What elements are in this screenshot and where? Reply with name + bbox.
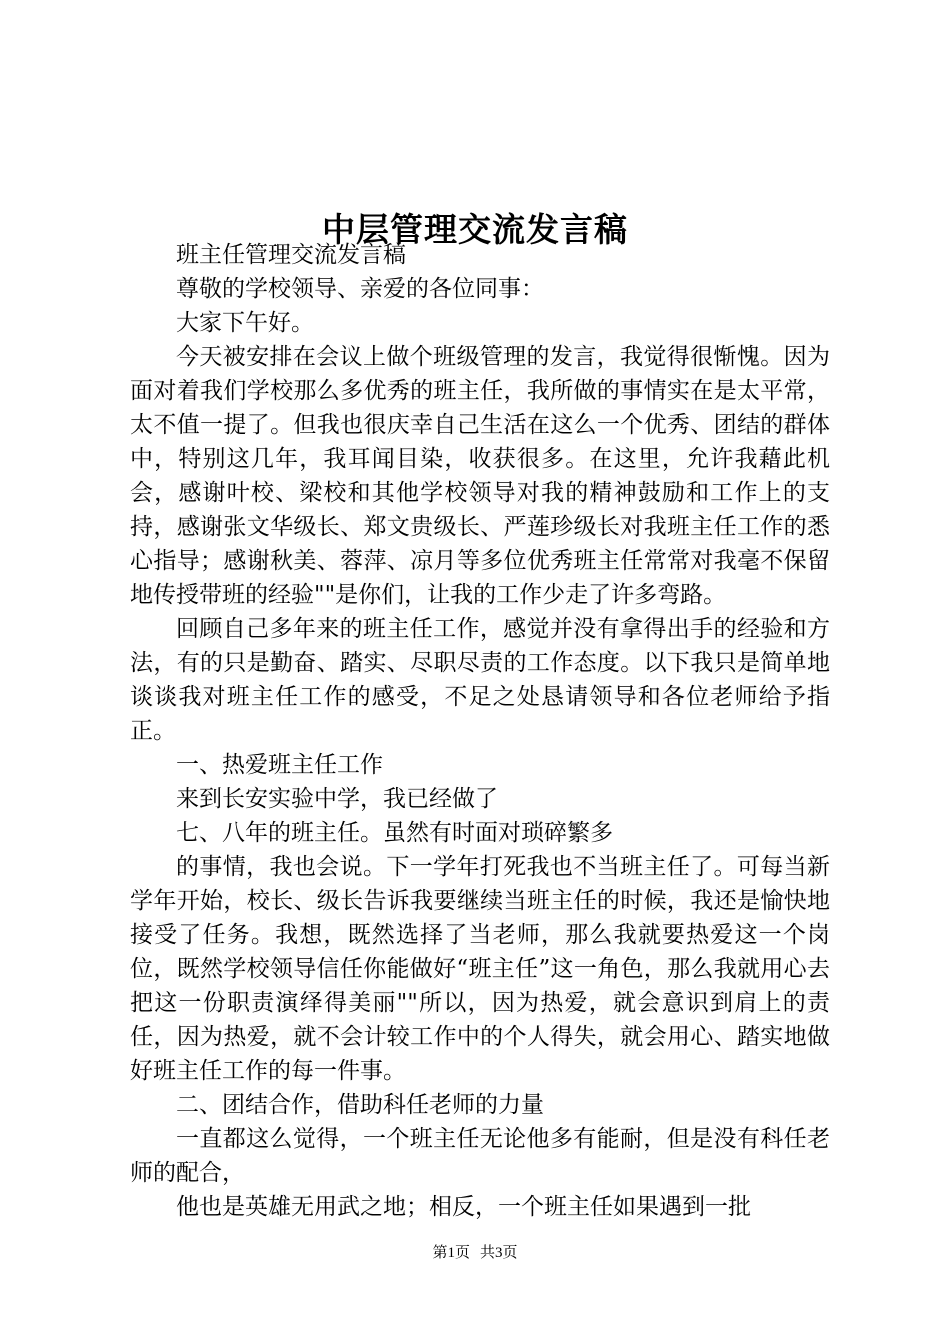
paragraph: 七、八年的班主任。虽然有时面对琐碎繁多: [176, 820, 613, 846]
page-footer: [0, 1243, 950, 1263]
section-heading: 一、热爱班主任工作: [176, 752, 383, 778]
paragraph: 班主任管理交流发言稿: [176, 242, 406, 268]
paragraph: 大家下午好。: [176, 310, 314, 336]
paragraph: 他也是英雄无用武之地；相反，一个班主任如果遇到一批: [176, 1194, 751, 1220]
paragraph: 回顾自己多年来的班主任工作，感觉并没有拿得出手的经验和方法，有的只是勤奋、踏实、尽职尽责的工作态度。以下我只是简单地谈谈我对班主任工作的感受，不足之处恳请领导和各位老师给予指正。: [130, 616, 830, 744]
paragraph: 来到长安实验中学，我已经做了: [176, 786, 498, 812]
document-title: 中层管理交流发言稿: [322, 210, 628, 250]
document-body: [130, 238, 830, 1224]
paragraph: 今天被安排在会议上做个班级管理的发言，我觉得很惭愧。因为面对着我们学校那么多优秀的班主任，我所做的事情实在是太平常，太不值一提了。但我也很庆幸自己生活在这么一个优秀、团结的群体中，特别这几年，我耳闻目染，收获很多。在这里，允许我藉此机会，感谢叶校、梁校和其他学校领导对我的精神鼓励和工作上的支持，感谢张文华级长、郑文贵级长、严莲珍级长对我班主任工作的悉心指导；感谢秋美、蓉萍、凉月等多位优秀班主任常常对我毫不保留地传授带班的经验""是你们，让我的工作少走了许多弯路。: [130, 344, 830, 608]
paragraph: 一直都这么觉得，一个班主任无论他多有能耐，但是没有科任老师的配合，: [130, 1126, 830, 1186]
page-number: 第1页: [432, 1245, 470, 1261]
page-total: 共3页: [480, 1245, 518, 1261]
section-heading: 二、团结合作，借助科任老师的力量: [176, 1092, 544, 1118]
paragraph: 的事情，我也会说。下一学年打死我也不当班主任了。可每当新学年开始，校长、级长告诉我要继续当班主任的时候，我还是愉快地接受了任务。我想，既然选择了当老师，那么我就要热爱这一个岗位，既然学校领导信任你能做好“班主任”这一角色，那么我就用心去把这一份职责演绎得美丽""所以，因为热爱，就会意识到肩上的责任，因为热爱，就不会计较工作中的个人得失，就会用心、踏实地做好班主任工作的每一件事。: [130, 854, 830, 1084]
paragraph: 尊敬的学校领导、亲爱的各位同事：: [176, 276, 544, 302]
